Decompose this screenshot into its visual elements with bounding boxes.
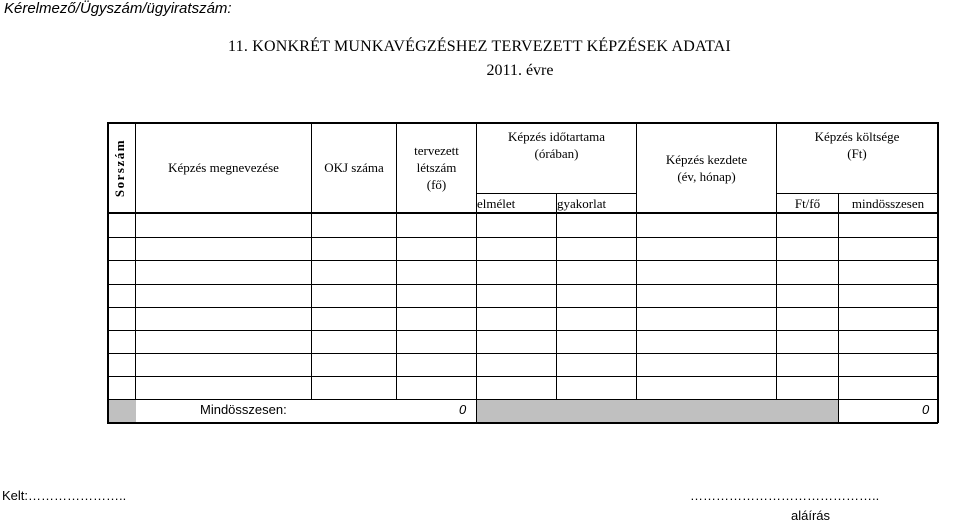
totals-cost-value: 0 — [922, 402, 930, 417]
col-header-training-name: Képzés megnevezése — [168, 160, 279, 175]
totals-headcount-value: 0 — [459, 402, 467, 417]
totals-shade-2 — [476, 400, 838, 422]
place-date-field: Kelt:………………….. — [2, 488, 127, 503]
page-subtitle-year: 2011. évre — [486, 62, 554, 79]
totals-shade-1 — [108, 400, 136, 422]
col-header-okj-number: OKJ száma — [324, 160, 384, 175]
applicant-label: Kérelmező/Ügyszám/ügyiratszám: — [4, 0, 232, 17]
col-header-cost: Képzés költsége (Ft) — [814, 129, 900, 161]
col-header-duration-theory: elmélet — [477, 195, 516, 211]
signature-line: …………………………………….. — [690, 488, 880, 503]
col-header-serial: Sorszám — [112, 138, 128, 198]
col-header-cost-total: mindösszesen — [851, 195, 925, 211]
col-header-duration-practice: gyakorlat — [557, 195, 607, 211]
col-header-duration: Képzés időtartama (órában) — [507, 129, 606, 161]
totals-label: Mindösszesen: — [200, 402, 287, 417]
signature-label: aláírás — [791, 508, 831, 523]
col-header-planned-headcount: tervezett létszám (fő) — [414, 143, 459, 192]
col-header-start-date: Képzés kezdete (év, hónap) — [665, 151, 748, 184]
page-title: 11. KONKRÉT MUNKAVÉGZÉSHEZ TERVEZETT KÉPZÉSEK ADATAI — [228, 38, 731, 55]
col-header-cost-per-person: Ft/fő — [794, 195, 821, 211]
